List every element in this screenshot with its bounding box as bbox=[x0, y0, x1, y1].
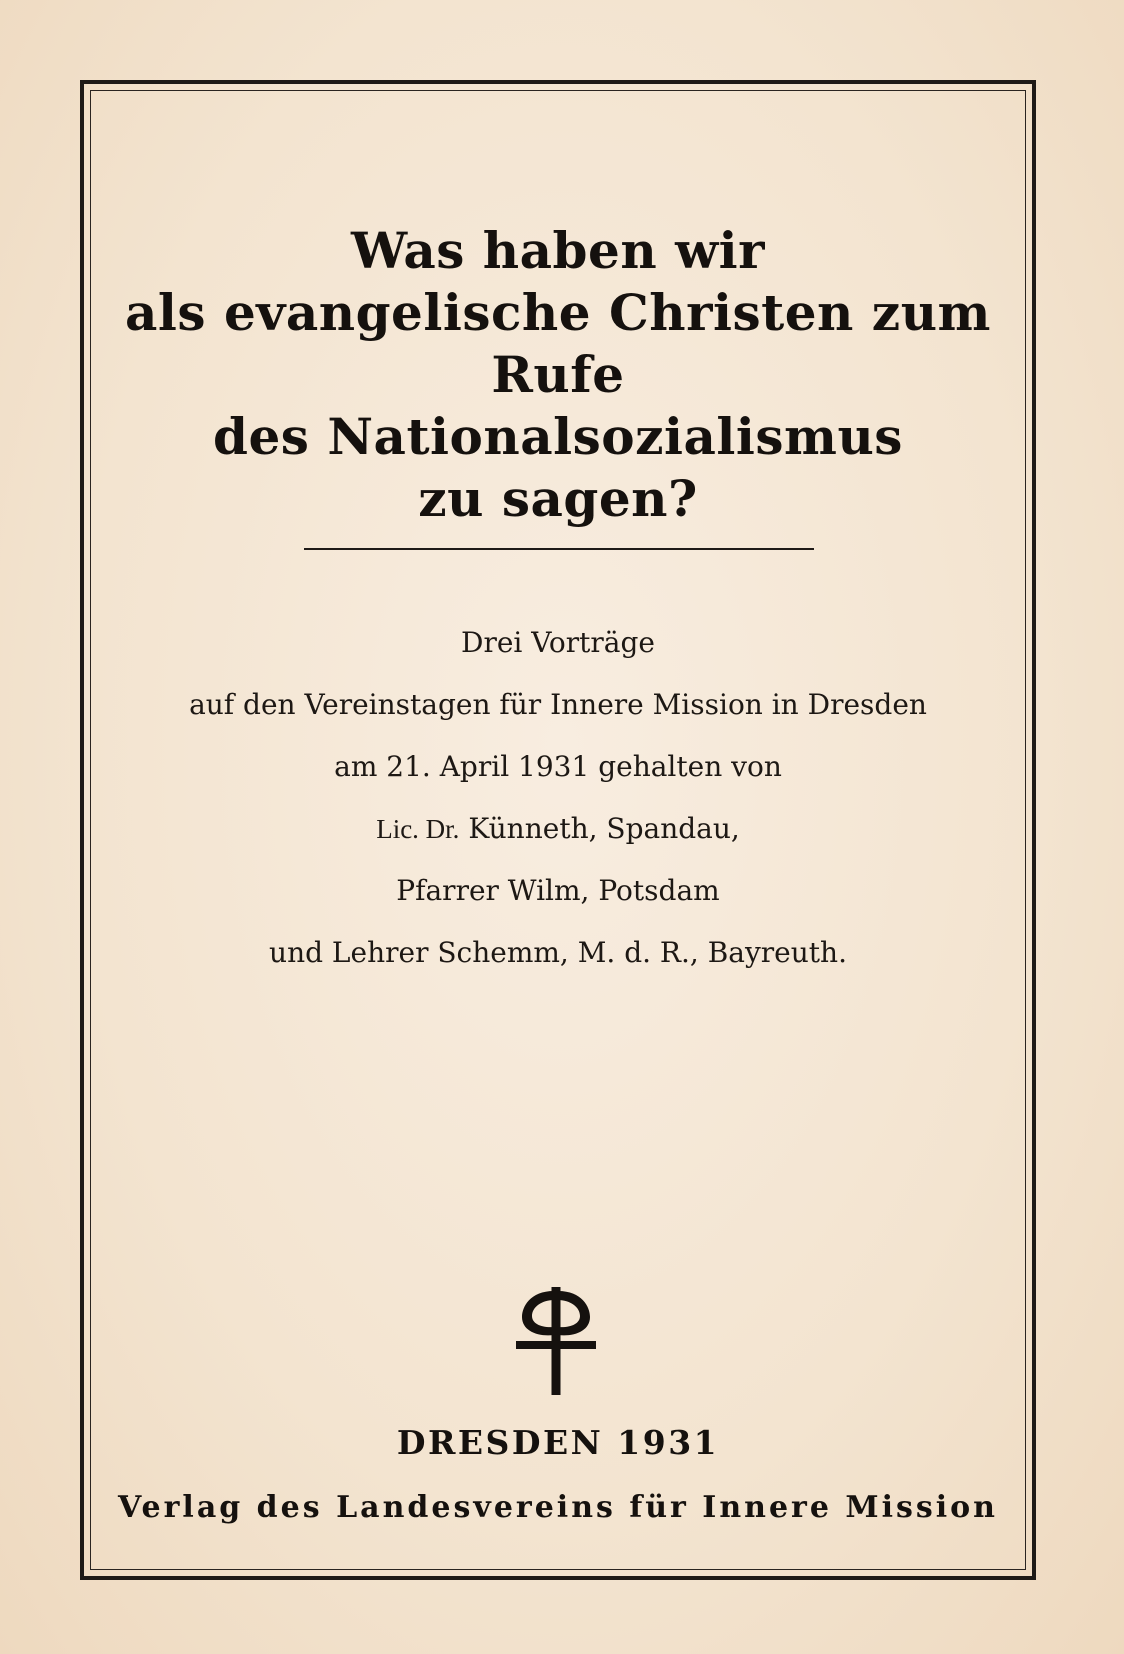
title-divider bbox=[304, 548, 814, 550]
subtitle-occasion: auf den Vereinstagen für Innere Mission in Dresden bbox=[189, 688, 927, 721]
subtitle-speaker-2: Pfarrer Wilm, Potsdam bbox=[396, 874, 720, 907]
subtitle-block bbox=[90, 612, 1026, 984]
title-line-4: zu sagen? bbox=[418, 469, 698, 528]
title-block bbox=[90, 220, 1026, 530]
subtitle-lectures: Drei Vorträge bbox=[461, 626, 655, 659]
subtitle-date: am 21. April 1931 gehalten von bbox=[334, 750, 782, 783]
speaker-1-title: Lic. Dr. bbox=[376, 814, 460, 844]
title-line-1: Was haben wir bbox=[351, 221, 765, 280]
subtitle-speaker-1 bbox=[90, 798, 1026, 860]
place-and-year: DRESDEN 1931 bbox=[396, 1423, 720, 1462]
subtitle-speaker-3: und Lehrer Schemm, M. d. R., Bayreuth. bbox=[269, 936, 847, 969]
publisher-line: Verlag des Landesvereins für Innere Mission bbox=[118, 1490, 998, 1525]
speaker-1-name: Künneth, Spandau, bbox=[468, 812, 740, 845]
title-line-2: als evangelische Christen zum Rufe bbox=[125, 283, 991, 404]
title-line-3: des Nationalsozialismus bbox=[213, 407, 903, 466]
inner-mission-cross-emblem-icon bbox=[516, 1287, 596, 1395]
